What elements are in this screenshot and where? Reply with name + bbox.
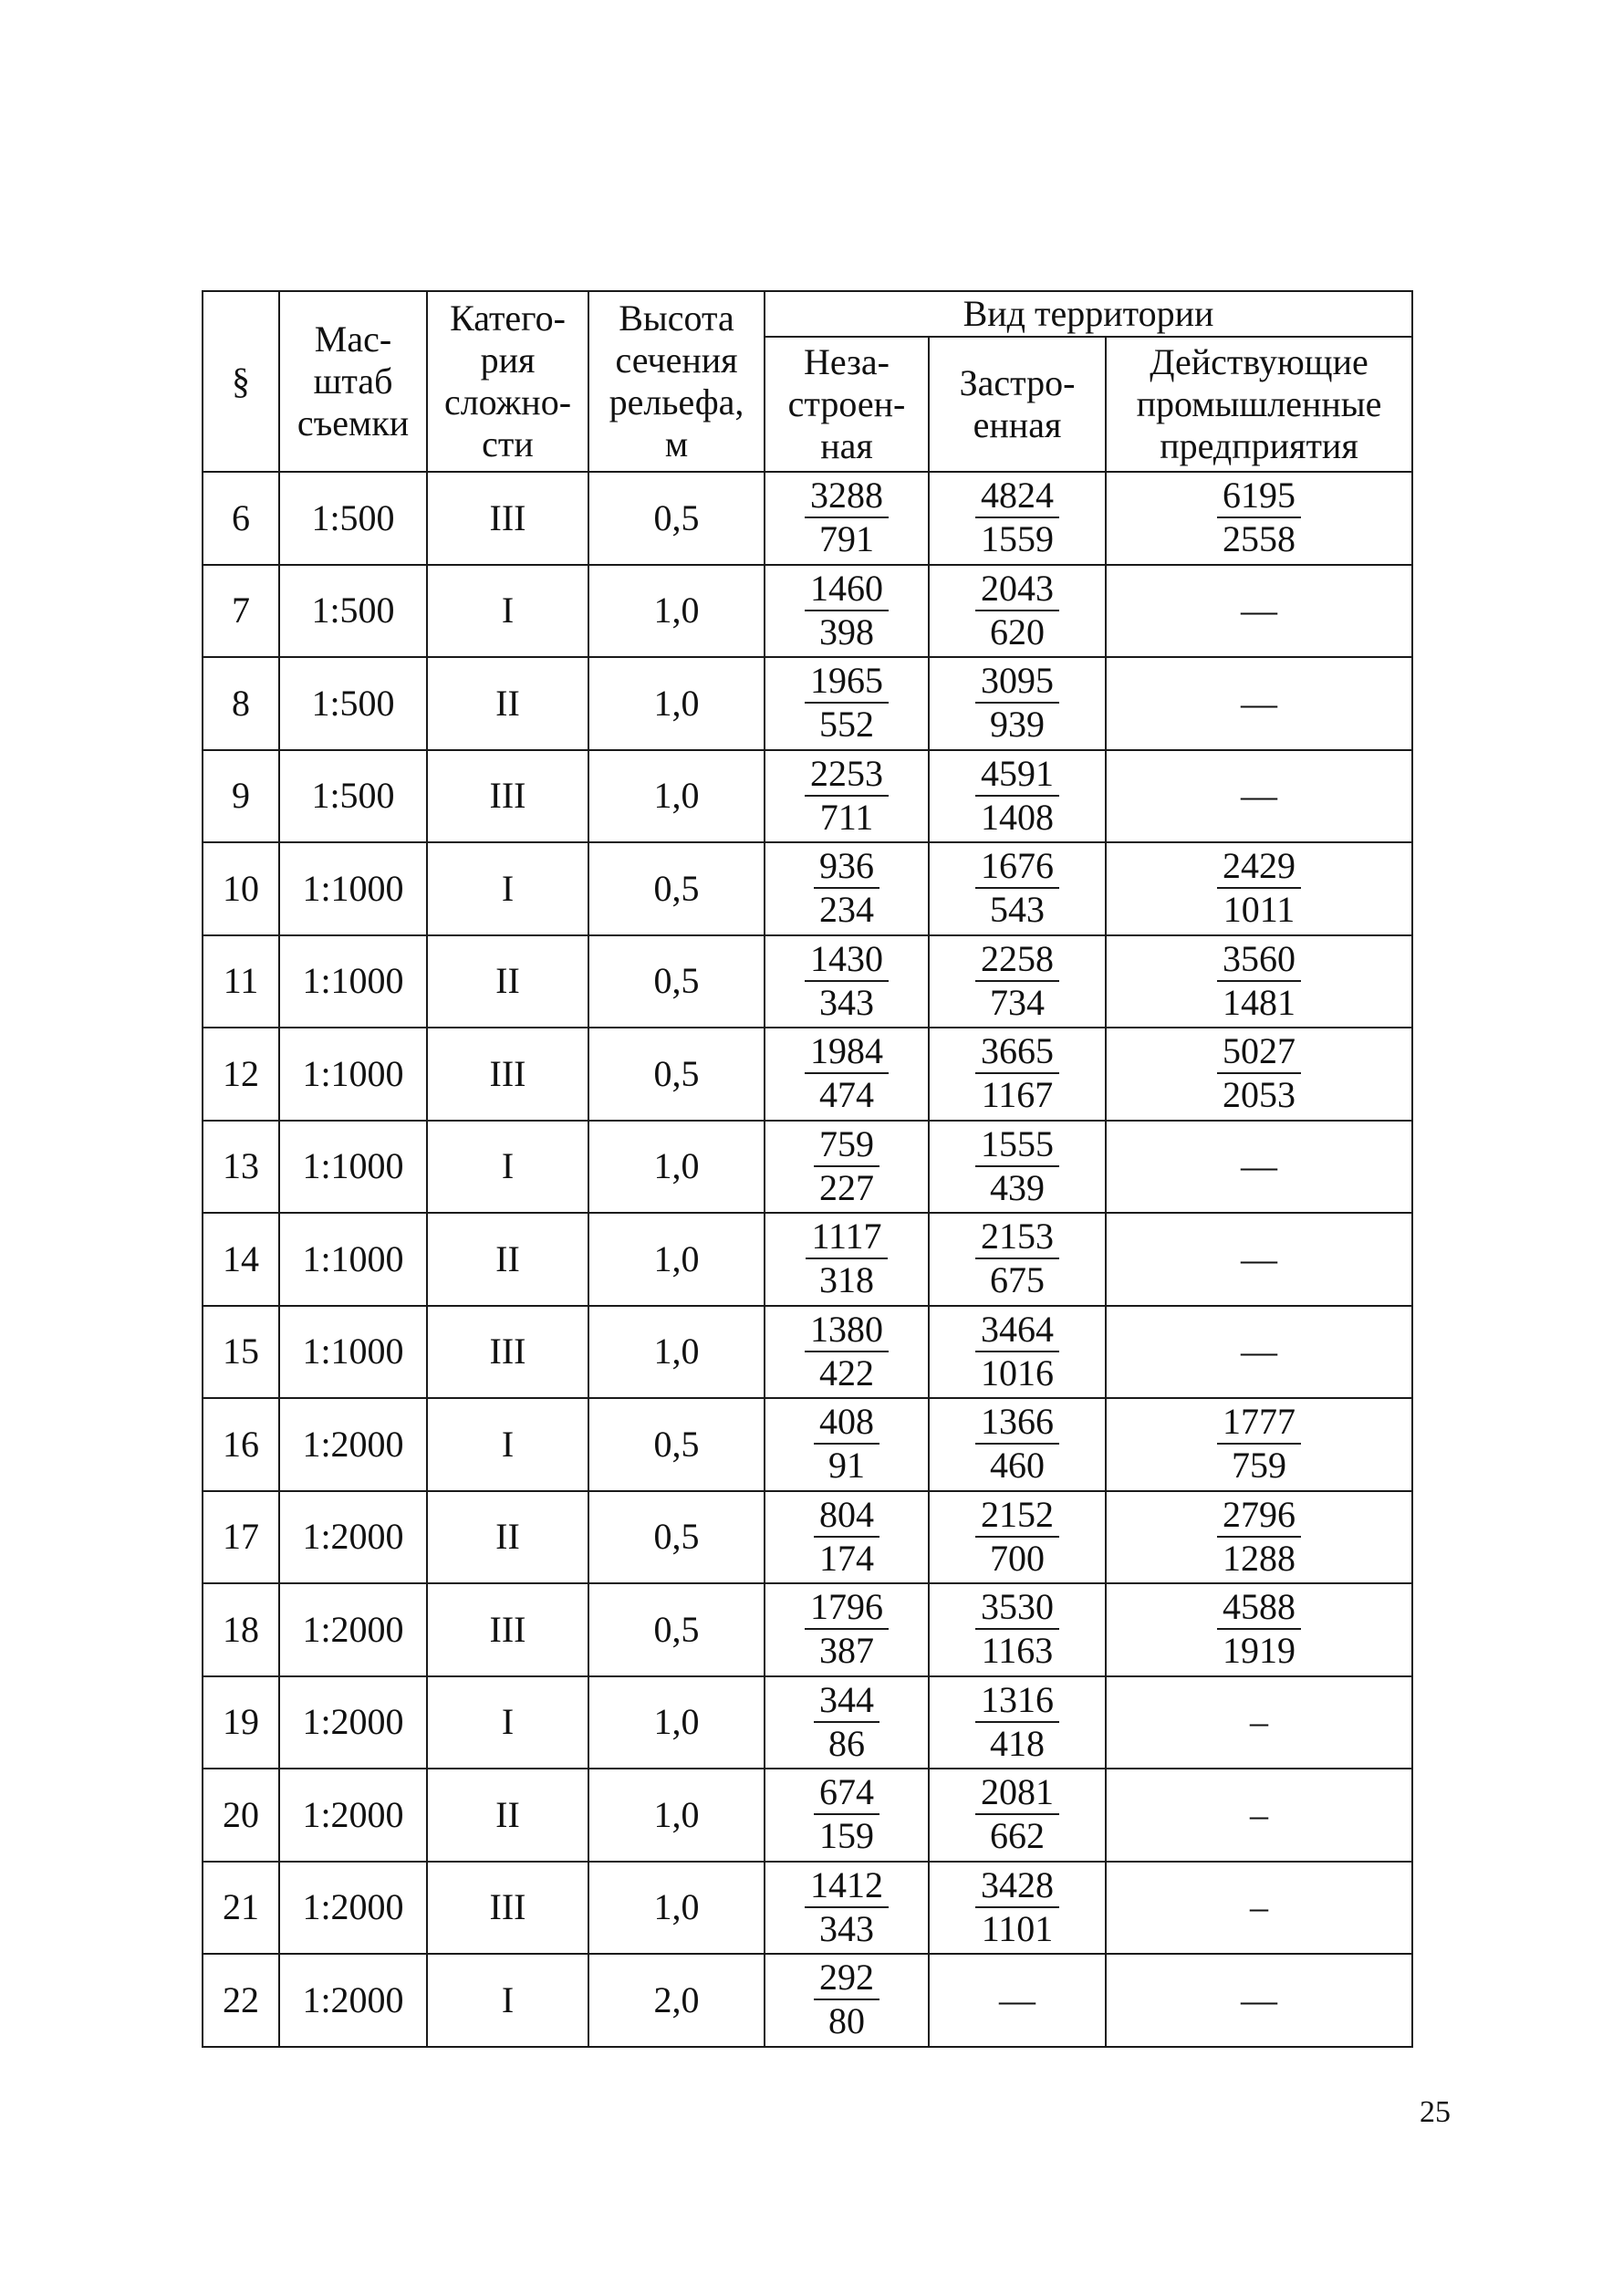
fraction-value: [814, 845, 879, 931]
scale-cell: 1:1000: [279, 1028, 427, 1121]
table-row: [203, 565, 1412, 658]
fraction-denominator: 1167: [981, 1074, 1054, 1116]
section-number-cell: 21: [203, 1862, 279, 1955]
fraction-denominator: 227: [819, 1166, 874, 1208]
unbuilt-cell: [765, 1028, 929, 1121]
built-cell: [929, 1954, 1106, 2047]
fraction-value: [975, 1030, 1059, 1116]
fraction-numerator: 1777: [1217, 1401, 1301, 1445]
unbuilt-cell: [765, 1213, 929, 1306]
unbuilt-cell: [765, 1862, 929, 1955]
no-value-dash: –: [1250, 1701, 1268, 1743]
fraction-numerator: 2253: [805, 753, 889, 797]
relief-height-cell: 1,0: [588, 1676, 765, 1769]
fraction-value: [805, 1309, 889, 1394]
fraction-denominator: 552: [819, 704, 874, 746]
relief-height-cell: 0,5: [588, 1398, 765, 1491]
unbuilt-cell: [765, 1676, 929, 1769]
fraction-numerator: 408: [814, 1401, 879, 1445]
fraction-numerator: 292: [814, 1957, 879, 2000]
table-row: [203, 1583, 1412, 1676]
header-built: Застро- енная: [929, 337, 1106, 472]
header-section: §: [203, 291, 279, 472]
fraction-numerator: 2152: [975, 1494, 1059, 1538]
fraction-numerator: 2258: [975, 938, 1059, 982]
built-cell: [929, 1491, 1106, 1584]
norms-table: [202, 290, 1413, 2048]
table-row: [203, 1676, 1412, 1769]
unbuilt-cell: [765, 935, 929, 1028]
fraction-denominator: 422: [819, 1352, 874, 1393]
industrial-cell: [1106, 1954, 1412, 2047]
table-row: [203, 750, 1412, 843]
no-value-dash: —: [1241, 1237, 1277, 1279]
fraction-denominator: 1481: [1223, 981, 1296, 1023]
scale-cell: 1:1000: [279, 1213, 427, 1306]
industrial-cell: [1106, 842, 1412, 935]
industrial-cell: [1106, 565, 1412, 658]
fraction-denominator: 80: [828, 2000, 865, 2042]
industrial-cell: [1106, 935, 1412, 1028]
table-row: [203, 842, 1412, 935]
table-row: [203, 1954, 1412, 2047]
built-cell: [929, 1028, 1106, 1121]
fraction-numerator: 1460: [805, 568, 889, 611]
fraction-value: [814, 1679, 879, 1765]
relief-height-cell: 1,0: [588, 1862, 765, 1955]
section-number-cell: 10: [203, 842, 279, 935]
fraction-denominator: 439: [990, 1166, 1045, 1208]
fraction-numerator: 804: [814, 1494, 879, 1538]
no-value-dash: —: [999, 1978, 1035, 2020]
fraction-denominator: 343: [819, 981, 874, 1023]
fraction-numerator: 2429: [1217, 845, 1301, 889]
fraction-value: [805, 1586, 889, 1672]
no-value-dash: –: [1250, 1793, 1268, 1835]
fraction-numerator: 2153: [975, 1216, 1059, 1259]
built-cell: [929, 1769, 1106, 1862]
section-number-cell: 20: [203, 1769, 279, 1862]
relief-height-cell: 1,0: [588, 1306, 765, 1399]
industrial-cell: [1106, 1121, 1412, 1214]
header-territory-type: Вид территории: [765, 291, 1412, 337]
built-cell: [929, 565, 1106, 658]
industrial-cell: [1106, 1676, 1412, 1769]
fraction-value: [975, 1216, 1059, 1301]
category-cell: I: [427, 1676, 588, 1769]
fraction-numerator: 3560: [1217, 938, 1301, 982]
category-cell: II: [427, 1769, 588, 1862]
fraction-numerator: 1117: [806, 1216, 887, 1259]
scale-cell: 1:1000: [279, 935, 427, 1028]
unbuilt-cell: [765, 1769, 929, 1862]
section-number-cell: 7: [203, 565, 279, 658]
scale-cell: 1:2000: [279, 1676, 427, 1769]
relief-height-cell: 0,5: [588, 1028, 765, 1121]
section-number-cell: 14: [203, 1213, 279, 1306]
fraction-denominator: 1101: [981, 1907, 1054, 1949]
scale-cell: 1:500: [279, 657, 427, 750]
category-cell: II: [427, 657, 588, 750]
scale-cell: 1:2000: [279, 1491, 427, 1584]
fraction-value: [805, 475, 889, 560]
scale-cell: 1:2000: [279, 1862, 427, 1955]
table-row: [203, 1213, 1412, 1306]
category-cell: III: [427, 750, 588, 843]
fraction-value: [805, 1030, 889, 1116]
fraction-numerator: 3428: [975, 1864, 1059, 1908]
page-number: 25: [1420, 2095, 1451, 2129]
table-row: [203, 935, 1412, 1028]
fraction-numerator: 6195: [1217, 475, 1301, 518]
category-cell: I: [427, 1954, 588, 2047]
unbuilt-cell: [765, 1583, 929, 1676]
section-number-cell: 16: [203, 1398, 279, 1491]
fraction-denominator: 398: [819, 611, 874, 652]
fraction-value: [975, 938, 1059, 1024]
table-row: [203, 1491, 1412, 1584]
unbuilt-cell: [765, 657, 929, 750]
fraction-value: [1217, 1586, 1301, 1672]
table-row: [203, 1306, 1412, 1399]
fraction-numerator: 3665: [975, 1030, 1059, 1074]
unbuilt-cell: [765, 750, 929, 843]
fraction-numerator: 2043: [975, 568, 1059, 611]
category-cell: III: [427, 472, 588, 565]
fraction-value: [805, 660, 889, 746]
unbuilt-cell: [765, 472, 929, 565]
fraction-denominator: 2053: [1223, 1074, 1296, 1116]
section-number-cell: 17: [203, 1491, 279, 1584]
fraction-numerator: 1984: [805, 1030, 889, 1074]
fraction-numerator: 1676: [975, 845, 1059, 889]
unbuilt-cell: [765, 1121, 929, 1214]
relief-height-cell: 1,0: [588, 1213, 765, 1306]
fraction-denominator: 1408: [981, 796, 1054, 838]
fraction-value: [1217, 475, 1301, 560]
fraction-value: [1217, 1030, 1301, 1116]
fraction-value: [805, 1864, 889, 1950]
fraction-denominator: 91: [828, 1445, 865, 1487]
section-number-cell: 19: [203, 1676, 279, 1769]
fraction-numerator: 4588: [1217, 1586, 1301, 1630]
table-row: [203, 1862, 1412, 1955]
scale-cell: 1:2000: [279, 1769, 427, 1862]
fraction-denominator: 711: [819, 796, 874, 838]
fraction-denominator: 174: [819, 1537, 874, 1579]
table-row: [203, 1398, 1412, 1491]
fraction-numerator: 2796: [1217, 1494, 1301, 1538]
unbuilt-cell: [765, 1398, 929, 1491]
category-cell: II: [427, 935, 588, 1028]
fraction-denominator: 387: [819, 1630, 874, 1672]
fraction-numerator: 936: [814, 845, 879, 889]
fraction-value: [975, 1401, 1059, 1487]
scale-cell: 1:500: [279, 565, 427, 658]
fraction-numerator: 1965: [805, 660, 889, 704]
fraction-denominator: 759: [1232, 1445, 1286, 1487]
fraction-value: [975, 475, 1059, 560]
scale-cell: 1:2000: [279, 1583, 427, 1676]
industrial-cell: [1106, 750, 1412, 843]
fraction-numerator: 1430: [805, 938, 889, 982]
built-cell: [929, 1676, 1106, 1769]
relief-height-cell: 1,0: [588, 565, 765, 658]
industrial-cell: [1106, 1028, 1412, 1121]
fraction-value: [975, 1771, 1059, 1857]
fraction-denominator: 318: [819, 1259, 874, 1301]
section-number-cell: 8: [203, 657, 279, 750]
fraction-denominator: 620: [990, 611, 1045, 652]
fraction-value: [814, 1494, 879, 1580]
no-value-dash: —: [1241, 1145, 1277, 1187]
industrial-cell: [1106, 472, 1412, 565]
scale-cell: 1:500: [279, 472, 427, 565]
fraction-value: [975, 1679, 1059, 1765]
fraction-denominator: 1016: [981, 1352, 1054, 1393]
fraction-denominator: 939: [990, 704, 1045, 746]
built-cell: [929, 472, 1106, 565]
fraction-denominator: 460: [990, 1445, 1045, 1487]
header-category: Катего- рия сложно- сти: [427, 291, 588, 472]
relief-height-cell: 1,0: [588, 1769, 765, 1862]
no-value-dash: –: [1250, 1886, 1268, 1928]
no-value-dash: —: [1241, 775, 1277, 817]
fraction-numerator: 344: [814, 1679, 879, 1723]
fraction-value: [1217, 845, 1301, 931]
fraction-value: [1217, 938, 1301, 1024]
fraction-value: [975, 845, 1059, 931]
fraction-value: [805, 938, 889, 1024]
fraction-value: [814, 1123, 879, 1209]
table-row: [203, 472, 1412, 565]
unbuilt-cell: [765, 1306, 929, 1399]
table-row: [203, 1769, 1412, 1862]
built-cell: [929, 1306, 1106, 1399]
built-cell: [929, 1583, 1106, 1676]
section-number-cell: 18: [203, 1583, 279, 1676]
industrial-cell: [1106, 1306, 1412, 1399]
relief-height-cell: 1,0: [588, 1121, 765, 1214]
scale-cell: 1:2000: [279, 1954, 427, 2047]
fraction-numerator: 3288: [805, 475, 889, 518]
table-header: [203, 291, 1412, 472]
fraction-denominator: 474: [819, 1074, 874, 1116]
built-cell: [929, 1213, 1106, 1306]
fraction-value: [975, 1494, 1059, 1580]
unbuilt-cell: [765, 565, 929, 658]
fraction-value: [1217, 1401, 1301, 1487]
fraction-value: [975, 753, 1059, 839]
table-row: [203, 657, 1412, 750]
built-cell: [929, 657, 1106, 750]
section-number-cell: 22: [203, 1954, 279, 2047]
category-cell: I: [427, 1121, 588, 1214]
fraction-value: [814, 1401, 879, 1487]
built-cell: [929, 1398, 1106, 1491]
relief-height-cell: 0,5: [588, 1583, 765, 1676]
fraction-denominator: 1919: [1223, 1630, 1296, 1672]
fraction-value: [1217, 1494, 1301, 1580]
category-cell: III: [427, 1028, 588, 1121]
section-number-cell: 6: [203, 472, 279, 565]
fraction-numerator: 3095: [975, 660, 1059, 704]
scale-cell: 1:2000: [279, 1398, 427, 1491]
fraction-value: [806, 1216, 887, 1301]
fraction-denominator: 1288: [1223, 1537, 1296, 1579]
industrial-cell: [1106, 657, 1412, 750]
built-cell: [929, 842, 1106, 935]
fraction-value: [975, 660, 1059, 746]
header-industrial: Действующие промышленные предприятия: [1106, 337, 1412, 472]
no-value-dash: —: [1241, 1331, 1277, 1372]
category-cell: III: [427, 1583, 588, 1676]
section-number-cell: 13: [203, 1121, 279, 1214]
fraction-value: [805, 753, 889, 839]
unbuilt-cell: [765, 1491, 929, 1584]
header-scale: Мас- штаб съемки: [279, 291, 427, 472]
fraction-value: [814, 1957, 879, 2042]
scale-cell: 1:500: [279, 750, 427, 843]
scale-cell: 1:1000: [279, 1121, 427, 1214]
category-cell: II: [427, 1213, 588, 1306]
fraction-numerator: 5027: [1217, 1030, 1301, 1074]
fraction-numerator: 3464: [975, 1309, 1059, 1352]
fraction-numerator: 3530: [975, 1586, 1059, 1630]
section-number-cell: 12: [203, 1028, 279, 1121]
fraction-denominator: 1559: [981, 518, 1054, 560]
fraction-denominator: 543: [990, 889, 1045, 931]
industrial-cell: [1106, 1491, 1412, 1584]
category-cell: I: [427, 1398, 588, 1491]
fraction-denominator: 734: [990, 981, 1045, 1023]
fraction-denominator: 791: [819, 518, 874, 560]
fraction-numerator: 4591: [975, 753, 1059, 797]
fraction-denominator: 234: [819, 889, 874, 931]
section-number-cell: 15: [203, 1306, 279, 1399]
industrial-cell: [1106, 1213, 1412, 1306]
fraction-numerator: 1412: [805, 1864, 889, 1908]
category-cell: II: [427, 1491, 588, 1584]
fraction-denominator: 1011: [1223, 889, 1296, 931]
header-relief-height: Высота сечения рельефа, м: [588, 291, 765, 472]
category-cell: I: [427, 565, 588, 658]
scale-cell: 1:1000: [279, 1306, 427, 1399]
fraction-numerator: 1366: [975, 1401, 1059, 1445]
built-cell: [929, 935, 1106, 1028]
industrial-cell: [1106, 1769, 1412, 1862]
fraction-numerator: 1380: [805, 1309, 889, 1352]
relief-height-cell: 2,0: [588, 1954, 765, 2047]
fraction-numerator: 4824: [975, 475, 1059, 518]
fraction-denominator: 418: [990, 1722, 1045, 1764]
unbuilt-cell: [765, 842, 929, 935]
fraction-denominator: 159: [819, 1815, 874, 1857]
fraction-denominator: 86: [828, 1722, 865, 1764]
industrial-cell: [1106, 1862, 1412, 1955]
category-cell: III: [427, 1306, 588, 1399]
industrial-cell: [1106, 1583, 1412, 1676]
category-cell: I: [427, 842, 588, 935]
fraction-value: [975, 1864, 1059, 1950]
table-row: [203, 1028, 1412, 1121]
fraction-numerator: 1796: [805, 1586, 889, 1630]
fraction-numerator: 2081: [975, 1771, 1059, 1815]
fraction-value: [805, 568, 889, 653]
fraction-denominator: 700: [990, 1537, 1045, 1579]
section-number-cell: 11: [203, 935, 279, 1028]
fraction-numerator: 1555: [975, 1123, 1059, 1167]
unbuilt-cell: [765, 1954, 929, 2047]
built-cell: [929, 750, 1106, 843]
industrial-cell: [1106, 1398, 1412, 1491]
relief-height-cell: 1,0: [588, 750, 765, 843]
relief-height-cell: 0,5: [588, 935, 765, 1028]
table-row: [203, 1121, 1412, 1214]
relief-height-cell: 0,5: [588, 842, 765, 935]
built-cell: [929, 1862, 1106, 1955]
fraction-numerator: 1316: [975, 1679, 1059, 1723]
fraction-value: [975, 1123, 1059, 1209]
fraction-denominator: 2558: [1223, 518, 1296, 560]
fraction-value: [975, 568, 1059, 653]
fraction-numerator: 759: [814, 1123, 879, 1167]
relief-height-cell: 0,5: [588, 472, 765, 565]
fraction-value: [975, 1309, 1059, 1394]
fraction-denominator: 662: [990, 1815, 1045, 1857]
category-cell: III: [427, 1862, 588, 1955]
no-value-dash: —: [1241, 682, 1277, 724]
fraction-value: [814, 1771, 879, 1857]
table-body: [203, 472, 1412, 2047]
fraction-value: [975, 1586, 1059, 1672]
relief-height-cell: 1,0: [588, 657, 765, 750]
no-value-dash: —: [1241, 1978, 1277, 2020]
fraction-denominator: 1163: [981, 1630, 1054, 1672]
fraction-numerator: 674: [814, 1771, 879, 1815]
no-value-dash: —: [1241, 590, 1277, 631]
built-cell: [929, 1121, 1106, 1214]
header-unbuilt: Неза- строен- ная: [765, 337, 929, 472]
section-number-cell: 9: [203, 750, 279, 843]
fraction-denominator: 343: [819, 1907, 874, 1949]
fraction-denominator: 675: [990, 1259, 1045, 1301]
scale-cell: 1:1000: [279, 842, 427, 935]
relief-height-cell: 0,5: [588, 1491, 765, 1584]
